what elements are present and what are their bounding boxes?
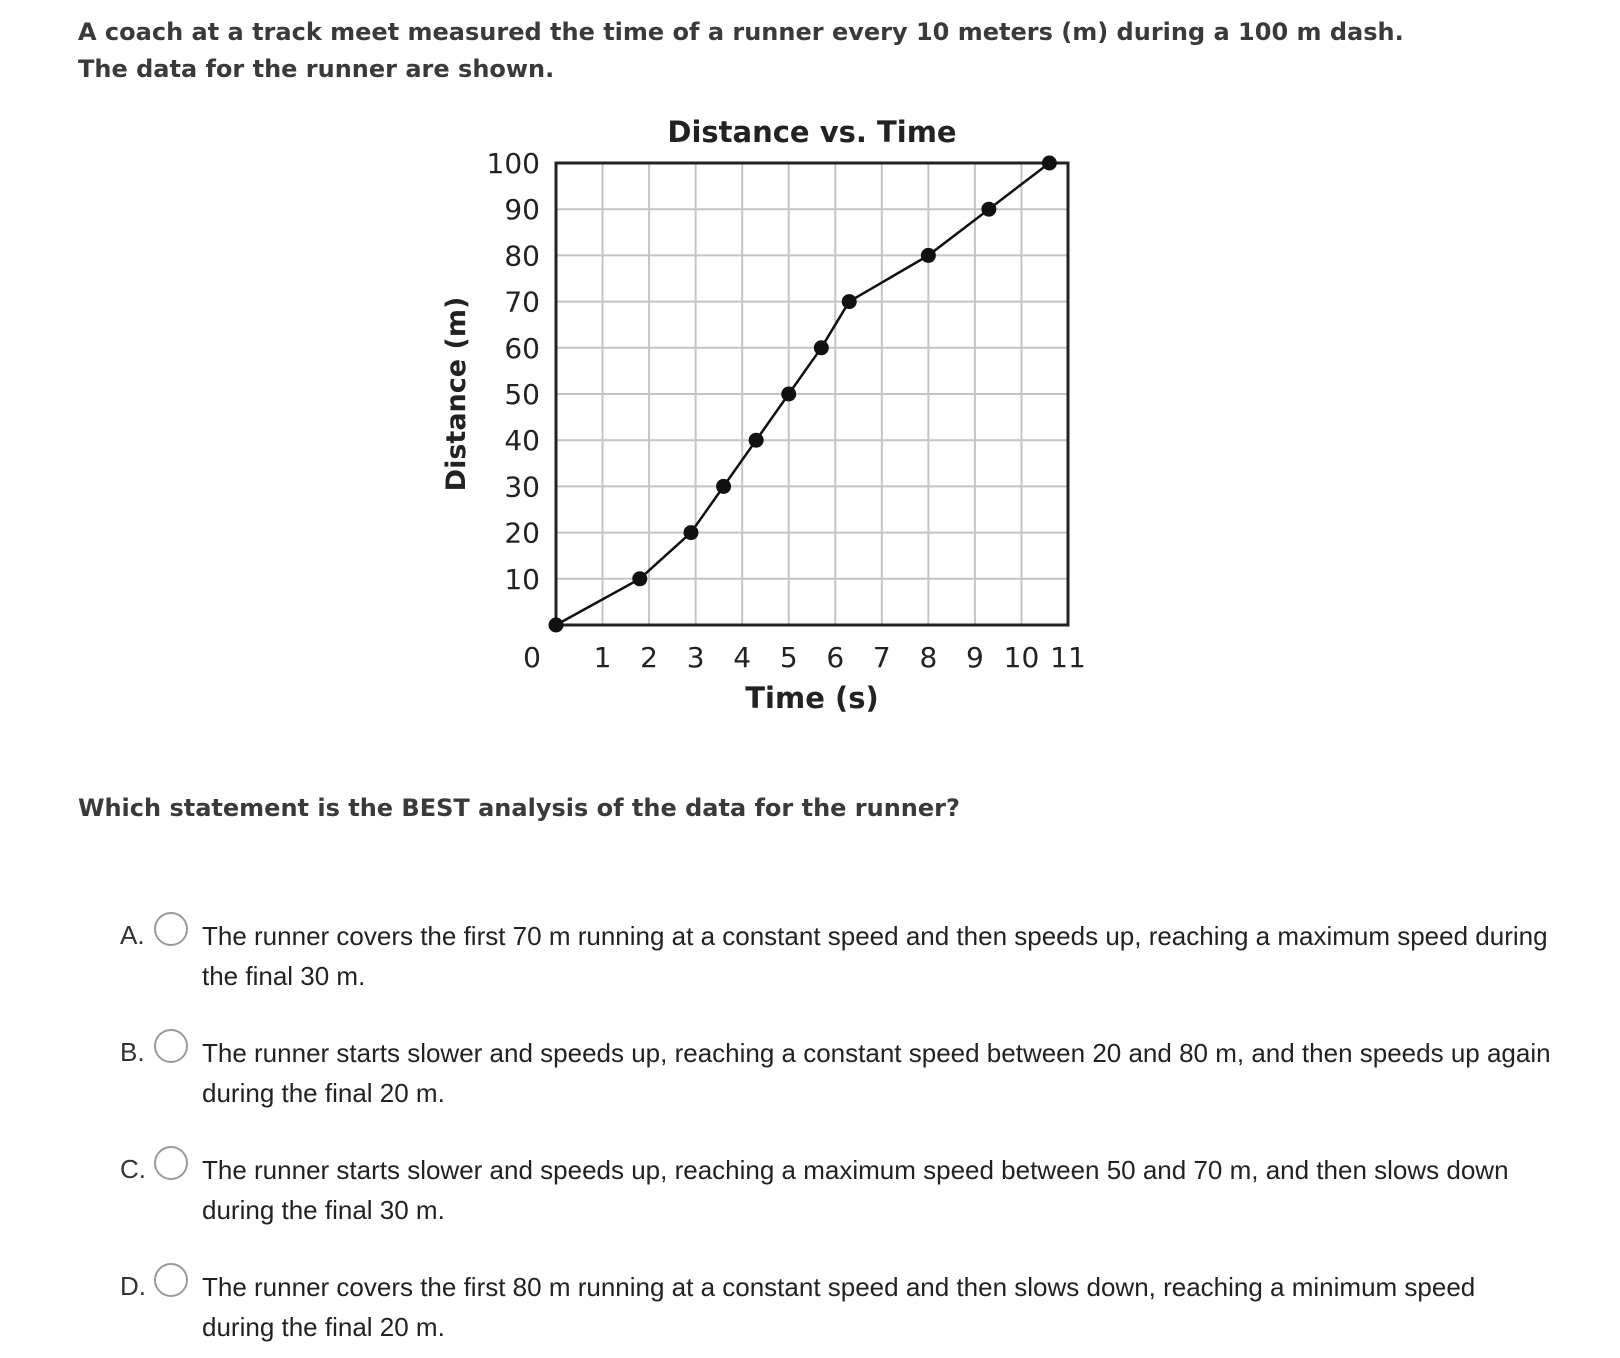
x-axis-label: Time (s) (745, 681, 879, 715)
y-tick-label: 70 (504, 285, 540, 319)
y-tick-label: 30 (504, 470, 540, 504)
x-tick-label: 8 (919, 641, 938, 674)
option-b-letter: B. (120, 1037, 145, 1067)
y-tick-label: 50 (504, 378, 540, 411)
y-tick-label: 20 (504, 516, 540, 550)
y-tick-label: 40 (504, 424, 540, 458)
option-a-letter: A. (120, 920, 145, 950)
chart-grid (556, 163, 1068, 625)
x-tick-label: 6 (826, 641, 845, 674)
x-tick-label: 7 (872, 641, 891, 674)
data-point (842, 294, 857, 309)
option-a-radio[interactable] (154, 912, 188, 946)
origin-tick-label: 0 (523, 641, 541, 674)
option-b-radio[interactable] (154, 1029, 188, 1063)
option-d-letter: D. (120, 1271, 146, 1301)
chart-title: Distance vs. Time (667, 115, 957, 149)
x-tick-label: 11 (1050, 641, 1086, 674)
x-tick-labels (594, 641, 1086, 674)
y-tick-label: 90 (504, 193, 540, 227)
intro-line-1: A coach at a track meet measured the time of a runner every 10 meters (m) during a 100 m dash. (78, 18, 1404, 46)
data-point (781, 387, 796, 402)
x-tick-label: 4 (733, 641, 752, 674)
y-axis-label: Distance (m) (441, 296, 472, 492)
question-text: Which statement is the BEST analysis of the data for the runner? (78, 794, 960, 822)
data-point (814, 340, 829, 355)
x-tick-label: 1 (593, 641, 612, 674)
data-point (716, 479, 731, 494)
intro-line-2: The data for the runner are shown. (78, 55, 555, 83)
y-tick-label: 100 (486, 147, 540, 180)
y-tick-label: 60 (504, 331, 540, 365)
y-tick-labels (487, 147, 540, 596)
x-tick-label: 5 (779, 641, 798, 674)
data-point (981, 202, 996, 217)
data-point (549, 618, 564, 633)
option-a[interactable] (120, 908, 1560, 998)
option-c-letter: C. (120, 1154, 146, 1184)
y-tick-label: 10 (504, 562, 540, 596)
option-b-text: The runner starts slower and speeds up, reaching a constant speed between 20 and 80 m, and then speeds up again during the final 20 m. (202, 1038, 1551, 1108)
option-c[interactable] (120, 1142, 1560, 1232)
data-point (632, 571, 647, 586)
option-d[interactable] (120, 1259, 1560, 1349)
y-tick-label: 80 (504, 239, 540, 273)
x-tick-label: 10 (1003, 641, 1040, 674)
option-a-text: The runner covers the first 70 m running at a constant speed and then speeds up, reaching a maximum speed during the final 30 m. (202, 921, 1548, 991)
x-tick-label: 9 (965, 641, 984, 674)
data-point (1042, 156, 1057, 171)
data-point (749, 433, 764, 448)
x-tick-label: 2 (640, 641, 659, 674)
option-c-text: The runner starts slower and speeds up, reaching a maximum speed between 50 and 70 m, and then slows down during the final 30 m. (202, 1155, 1509, 1225)
x-tick-label: 3 (686, 641, 705, 674)
option-b[interactable] (120, 1025, 1560, 1115)
data-point (921, 248, 936, 263)
option-d-text: The runner covers the first 80 m running at a constant speed and then slows down, reaching a minimum speed during the final 20 m. (202, 1272, 1476, 1342)
option-c-radio[interactable] (154, 1146, 188, 1180)
data-point (683, 525, 698, 540)
option-d-radio[interactable] (154, 1263, 188, 1297)
